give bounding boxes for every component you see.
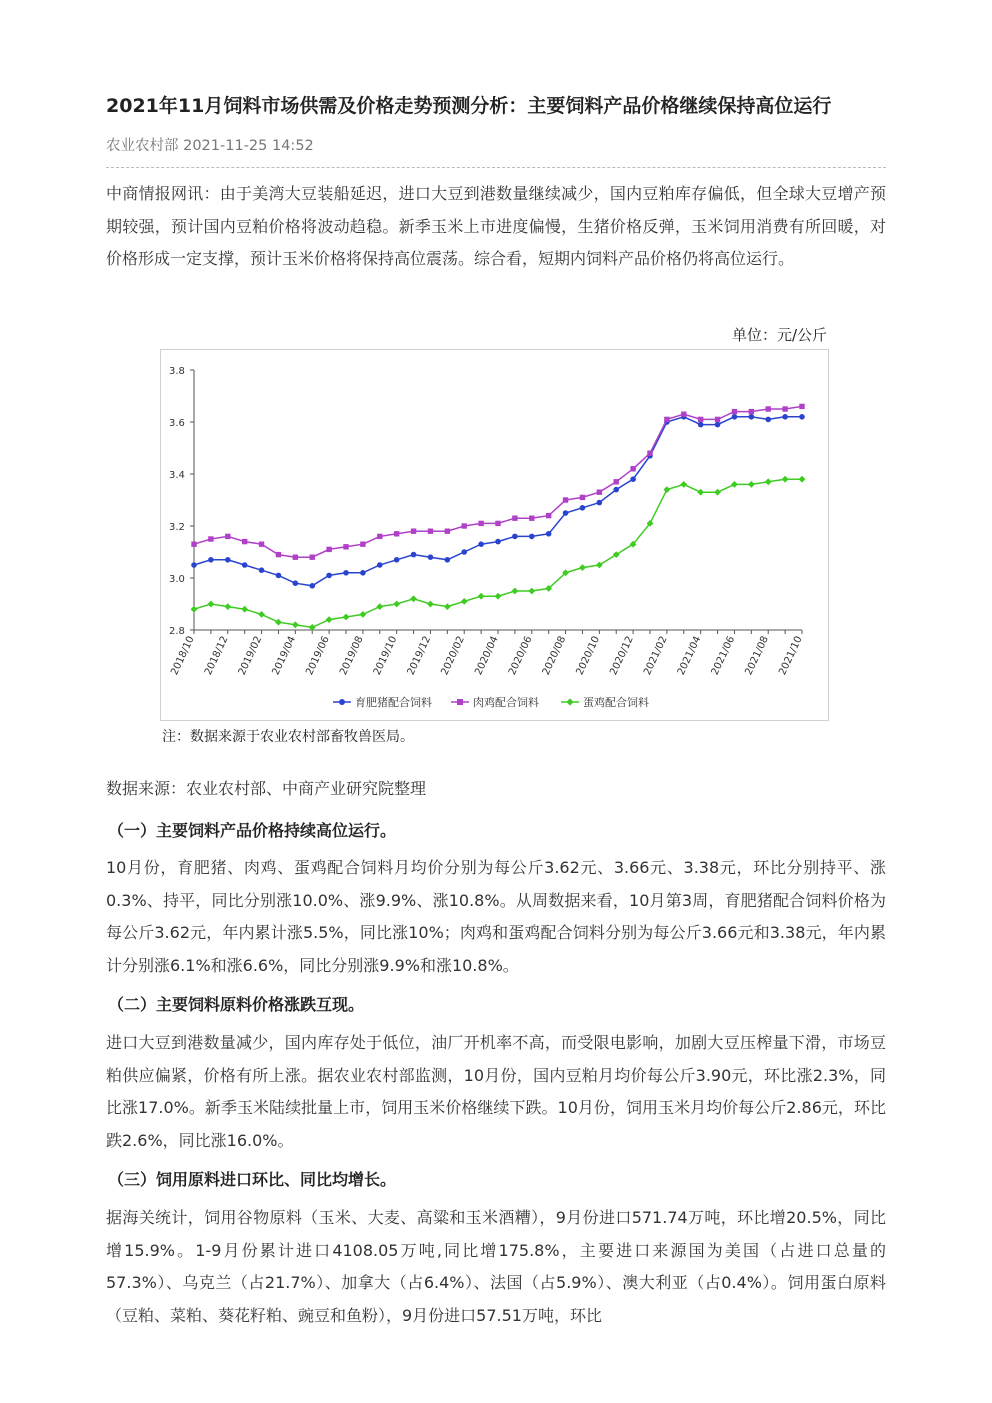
data-point — [766, 406, 771, 411]
intro-paragraph: 中商情报网讯：由于美湾大豆装船延迟，进口大豆到港数量继续减少，国内豆粕库存偏低，但全球大豆增产预期较强，预计国内豆粕价格将波动趋稳。新季玉米上市进度偏慢，生猪价格反弹，玉米饲用消费有所回暖，对价格形成一定支撑，预计玉米价格将保持高位震荡。综合看，短期内饲料产品价格仍将高位运行。 — [106, 184, 886, 268]
data-point — [225, 534, 230, 539]
data-point — [664, 417, 669, 422]
data-point — [681, 412, 686, 417]
unit-label: 单位：元/公斤 — [732, 326, 828, 344]
data-point — [749, 414, 755, 420]
data-point — [191, 542, 196, 547]
data-point — [511, 588, 518, 595]
data-point — [445, 529, 450, 534]
data-point — [241, 606, 248, 613]
data-point — [360, 570, 366, 576]
data-point — [765, 478, 772, 485]
data-point — [495, 593, 502, 600]
data-point — [293, 580, 299, 586]
data-point — [563, 497, 568, 502]
article-title: 2021年11月饲料市场供需及价格走势预测分析：主要饲料产品价格继续保持高位运行 — [106, 95, 832, 117]
x-tick-label: 2020/02 — [439, 634, 467, 677]
x-tick-label: 2021/06 — [709, 634, 738, 677]
x-tick-label: 2021/02 — [642, 634, 670, 677]
data-point — [309, 583, 315, 589]
data-point — [749, 409, 754, 414]
data-point — [191, 562, 197, 568]
y-tick-label: 3.4 — [169, 470, 185, 481]
data-point — [731, 481, 738, 488]
data-point — [715, 417, 720, 422]
data-point — [782, 476, 789, 483]
data-point — [377, 562, 383, 568]
data-point — [411, 552, 417, 558]
legend-label: 蛋鸡配合饲料 — [583, 696, 649, 709]
data-point — [292, 621, 299, 628]
data-point — [258, 611, 265, 618]
data-point — [343, 614, 350, 621]
section-3-heading: （三）饲用原料进口环比、同比均增长。 — [108, 1170, 397, 1189]
x-tick-label: 2020/08 — [540, 634, 569, 677]
data-point — [529, 534, 535, 540]
data-point — [343, 544, 348, 549]
x-tick-label: 2019/08 — [338, 634, 366, 677]
chart-note: 注：数据来源于农业农村部畜牧兽医局。 — [162, 729, 414, 745]
y-tick-label: 2.8 — [169, 626, 185, 637]
x-tick-label: 2020/12 — [608, 634, 636, 677]
data-point — [782, 406, 787, 411]
y-tick-label: 3.6 — [169, 418, 185, 429]
data-point — [597, 500, 603, 506]
section-1-heading: （一）主要饲料产品价格持续高位运行。 — [108, 821, 397, 840]
section-2-heading: （二）主要饲料原料价格涨跌互现。 — [108, 995, 365, 1014]
data-point — [326, 616, 333, 623]
data-point — [310, 555, 315, 560]
x-tick-label: 2020/04 — [473, 634, 501, 677]
data-point — [359, 611, 366, 618]
data-point — [495, 539, 501, 545]
data-point — [732, 414, 738, 420]
data-point — [376, 603, 383, 610]
data-point — [715, 422, 721, 428]
data-source: 数据来源：农业农村部、中商产业研究院整理 — [106, 779, 427, 798]
data-point — [377, 534, 382, 539]
data-point — [799, 404, 804, 409]
data-point — [411, 529, 416, 534]
data-point — [326, 573, 332, 579]
data-point — [394, 557, 400, 563]
data-point — [208, 557, 214, 563]
x-tick-label: 2019/04 — [270, 634, 299, 677]
price-chart — [160, 349, 829, 721]
data-point — [427, 601, 434, 608]
x-tick-label: 2021/10 — [777, 634, 805, 677]
data-point — [630, 476, 636, 482]
data-point — [259, 567, 265, 573]
data-point — [546, 513, 551, 518]
data-point — [478, 593, 485, 600]
data-point — [596, 562, 603, 569]
x-tick-label: 2018/10 — [169, 634, 197, 677]
data-point — [528, 588, 535, 595]
data-point — [428, 529, 433, 534]
data-point — [732, 409, 737, 414]
data-point — [394, 531, 399, 536]
data-point — [478, 521, 483, 526]
data-point — [580, 495, 585, 500]
x-tick-label: 2018/12 — [202, 634, 231, 677]
data-point — [495, 521, 500, 526]
data-point — [613, 551, 620, 558]
data-point — [613, 487, 619, 493]
section-2-body: 进口大豆到港数量减少，国内库存处于低位，油厂开机率不高，而受限电影响，加剧大豆压榨量下滑，市场豆粕供应偏紧，价格有所上涨。据农业农村部监测，10月份，国内豆粕月均价每公斤3.90元，环比涨2.3%，同比涨17.0%。新季玉米陆续批量上市，饲用玉米价格继续下跌。10月份，饲用玉米月均价每公斤2.86元，环比跌2.6%，同比涨16.0%。 — [106, 1033, 886, 1150]
data-point — [360, 542, 365, 547]
data-point — [478, 541, 484, 547]
data-point — [225, 557, 231, 563]
data-point — [191, 606, 198, 613]
x-tick-label: 2020/06 — [506, 634, 535, 677]
data-point — [579, 564, 586, 571]
data-point — [563, 510, 569, 516]
data-point — [393, 601, 400, 608]
data-point — [799, 414, 805, 420]
legend-marker — [566, 698, 573, 705]
data-point — [698, 422, 704, 428]
y-tick-label: 3.8 — [169, 366, 185, 377]
data-point — [444, 603, 451, 610]
data-point — [512, 516, 517, 521]
data-point — [428, 554, 434, 560]
data-point — [529, 516, 534, 521]
data-point — [614, 479, 619, 484]
data-point — [597, 490, 602, 495]
section-3-body: 据海关统计，饲用谷物原料（玉米、大麦、高粱和玉米酒糟），9月份进口571.74万吨，环比增20.5%，同比增15.9%。1-9月份累计进口4108.05万吨,同比增175.8%，主要进口来源国为美国（占进口总量的57.3%）、乌克兰（占21.7%）、加拿大（占6.4%）、法国（占5.9%）、澳大利亚（占0.4%）。饲用蛋白原料（豆粕、菜粕、葵花籽粕、豌豆和鱼粉），9月份进口57.51万吨，环比 — [106, 1208, 886, 1325]
data-point — [799, 476, 806, 483]
x-tick-label: 2019/06 — [304, 634, 332, 677]
data-point — [580, 505, 586, 511]
data-point — [276, 573, 282, 579]
data-point — [343, 570, 349, 576]
y-tick-label: 3.0 — [169, 574, 185, 585]
x-tick-label: 2021/04 — [675, 634, 704, 677]
data-point — [680, 481, 687, 488]
data-point — [647, 451, 652, 456]
data-point — [326, 547, 331, 552]
data-point — [748, 481, 755, 488]
x-tick-label: 2019/12 — [405, 634, 434, 677]
x-tick-label: 2021/08 — [743, 634, 771, 677]
data-point — [714, 489, 721, 496]
x-tick-label: 2020/10 — [574, 634, 603, 677]
data-point — [224, 603, 231, 610]
legend-label: 育肥猪配合饲料 — [355, 696, 432, 709]
x-tick-label: 2019/10 — [371, 634, 400, 677]
section-1-body: 10月份，育肥猪、肉鸡、蛋鸡配合饲料月均价分别为每公斤3.62元、3.66元、3.38元，环比分别持平、涨0.3%、持平，同比分别涨10.0%、涨9.9%、涨10.8%。从周数据来看，10月第3周，育肥猪配合饲料价格为每公斤3.62元，年内累计涨5.5%，同比涨10%；肉鸡和蛋鸡配合饲料分别为每公斤3.66元和3.38元，年内累计分别涨6.1%和涨6.6%，同比分别涨9.9%和涨10.8%。 — [106, 858, 886, 975]
data-point — [765, 417, 771, 423]
y-tick-label: 3.2 — [169, 522, 185, 533]
data-point — [697, 489, 704, 496]
series-line — [194, 479, 802, 627]
data-point — [445, 557, 451, 563]
data-point — [461, 598, 468, 605]
divider — [106, 167, 886, 168]
legend-marker — [457, 699, 463, 705]
data-point — [630, 466, 635, 471]
data-point — [242, 539, 247, 544]
data-point — [698, 417, 703, 422]
data-point — [275, 619, 282, 626]
legend-marker — [339, 699, 345, 705]
data-point — [461, 549, 467, 555]
data-point — [242, 562, 248, 568]
article-meta: 农业农村部 2021-11-25 14:52 — [106, 138, 314, 154]
data-point — [462, 523, 467, 528]
data-point — [546, 531, 552, 537]
data-point — [259, 542, 264, 547]
series-line — [194, 417, 802, 586]
price-chart-svg — [161, 350, 828, 720]
data-point — [663, 486, 670, 493]
series-line — [194, 406, 802, 557]
data-point — [276, 552, 281, 557]
data-point — [293, 555, 298, 560]
x-tick-label: 2019/02 — [236, 634, 265, 677]
legend-label: 肉鸡配合饲料 — [473, 696, 539, 709]
data-point — [410, 595, 417, 602]
data-point — [512, 534, 518, 540]
data-point — [208, 536, 213, 541]
data-point — [207, 601, 214, 608]
data-point — [782, 414, 788, 420]
